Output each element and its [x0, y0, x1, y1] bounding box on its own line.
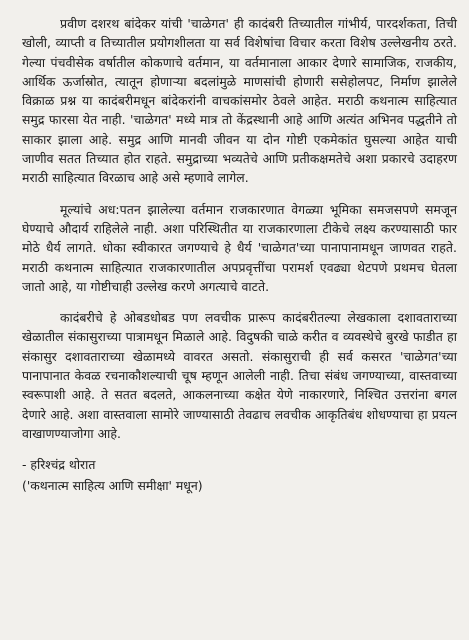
signature-block: [22, 455, 457, 495]
author-name: - हरिश्चंद्र थोरात: [22, 457, 96, 473]
paragraph-2: मूल्यांचे अध:पतन झालेल्या वर्तमान राजकारणात वेगळ्या भूमिका समजसपणे समजून घेण्याचे औदार्य राहिलेले नाही. अशा परिस्थितीत या राजकारणाला टीकेचे लक्ष्य करण्यासाठी फार मोठे धैर्य लागते. धोका स्वीकारत जगण्याचे हे धैर्य 'चाळेगत'च्या पानापानामधून जाणवत राहते. मराठी कथनात्म साहित्यात राजकारणातील अपप्रवृत्तींचा परामर्श एवढ्या थेटपणे प्रथमच घेतला जातो आहे, या गोष्टीचाही उल्लेख करणे अगत्याचे वाटते.: [22, 201, 457, 294]
paragraph-1: प्रवीण दशरथ बांदेकर यांची 'चाळेगत' ही कादंबरी तिच्यातील गांभीर्य, पारदर्शकता, तिची खोली, व्याप्ती व तिच्यातील प्रयोगशीलता या सर्व विशेषांचा विचार करता विशेष उल्लेखनीय ठरते. गेल्या पंचवीसेक वर्षातील कोकणाचे वर्तमान, या वर्तमानाला आकार देणारे सामाजिक, राजकीय, आर्थिक ऊर्जास्रोत, त्यातून होणाऱ्या बदलांमुळे माणसांची होणारी ससेहोलपट, निर्माण झालेले विक्राळ प्रश्न या कादंबरीमधून बांदेकरांनी वाचकांसमोर ठेवले आहेत. मराठी कथनात्म साहित्यात समुद्र फारसा येत नाही. 'चाळेगत' मध्ये मात्र तो केंद्रस्थानी आहे आणि अत्यंत अभिनव पद्धतीने तो साकार झाला आहे. समुद्र आणि मानवी जीवन या दोन गोष्टी एकमेकांत घुसल्या आहेत याची जाणीव सतत तिच्यात होत राहते. समुद्राच्या भव्यतेचे आणि प्रतीकक्षमतेचे अशा प्रकारचे उदाहरण मराठी साहित्यात विरळाच आहे असे म्हणावे लागेल.: [22, 16, 457, 186]
paragraph-3: कादंबरीचे हे ओबडधोबड पण लवचीक प्रारूप कादंबरीतल्या लेखकाला दशावताराच्या खेळातील संकासुराच्या पात्रामधून मिळाले आहे. विदुषकी चाळे करीत व व्यवस्थेचे बुरखे फाडीत हा संकासुर दशावताराच्या खेळामध्ये वावरत असतो. संकासुराची ही सर्व कसरत 'चाळेगत'च्या पानापानात केवळ रचनाकौशल्याची चूष म्हणून आलेली नाही. तिचा संबंध जगण्याच्या, वास्तवाच्या स्वरूपाशी आहे. ते सतत बदलते, आकलनाच्या कक्षेत येणे नाकारणारे, निश्चित उत्तरांना बगल देणारे आहे. अशा वास्तवाला सामोरे जाण्यासाठी तेवढाच लवचीक आकृतिबंध शोधण्याचा हा प्रयत्न वाखाणण्याजोगा आहे.: [22, 310, 457, 441]
source-citation: ('कथनात्म साहित्य आणि समीक्षा' मधून): [22, 478, 203, 494]
